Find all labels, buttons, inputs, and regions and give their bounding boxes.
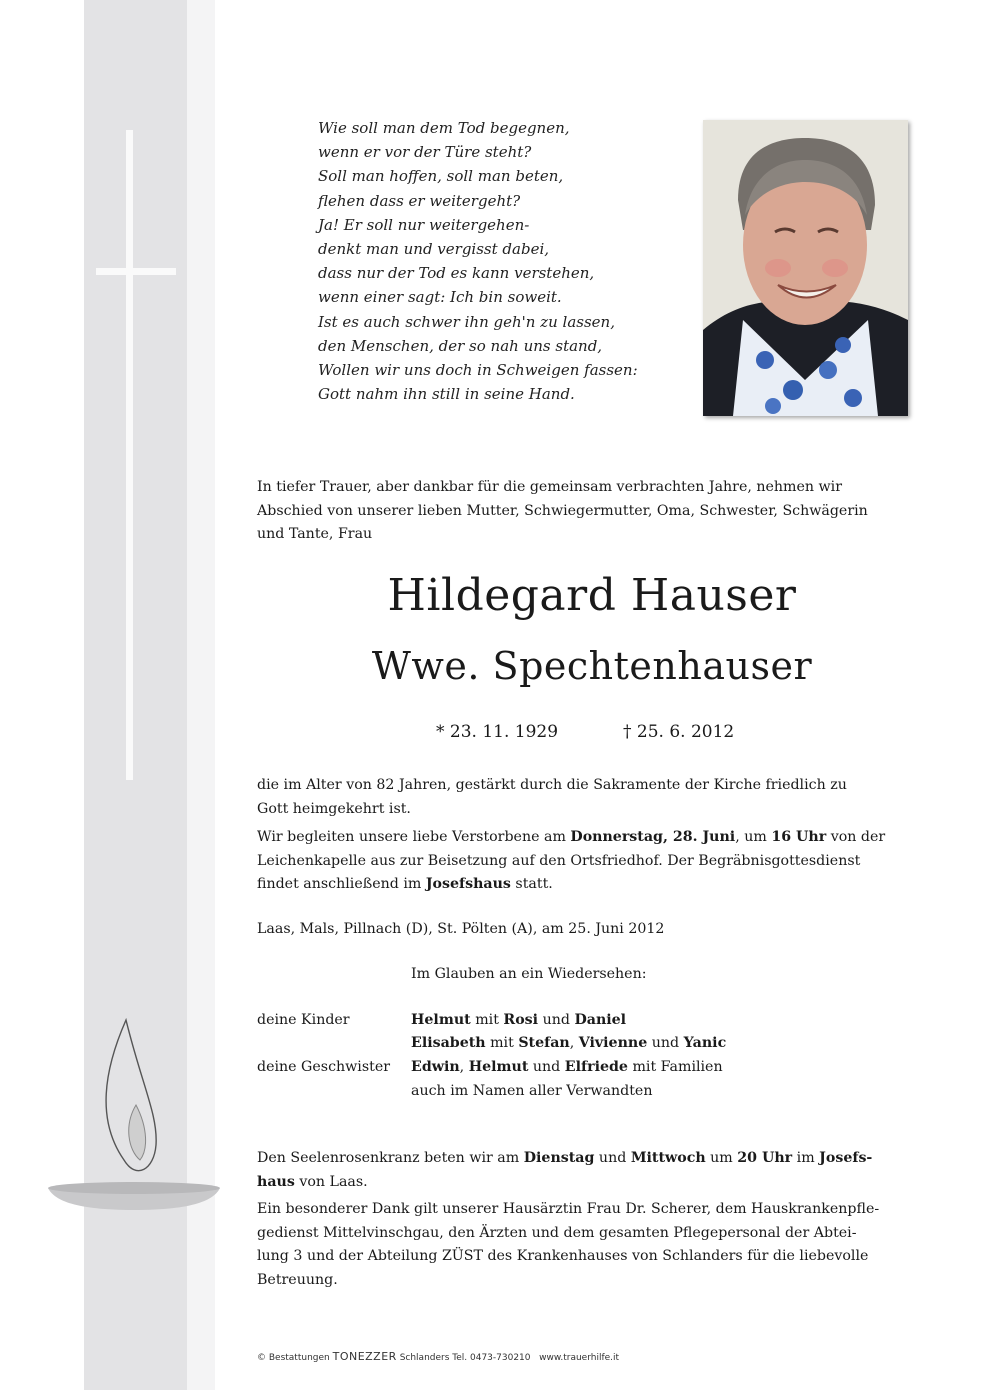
poem-line: Ja! Er soll nur weitergehen- — [318, 215, 530, 234]
poem-line: wenn einer sagt: Ich bin soweit. — [318, 288, 562, 307]
intro-paragraph — [257, 476, 917, 547]
rosary-paragraph — [257, 1147, 917, 1194]
location-date: Laas, Mals, Pillnach (D), St. Pölten (A), am 25. Juni 2012 — [257, 921, 665, 937]
footer — [257, 1350, 619, 1363]
rosary-place: Josefs- — [819, 1150, 873, 1166]
rosary-text: Den Seelenrosenkranz beten wir am — [257, 1150, 524, 1166]
poem-line: Wollen wir uns doch in Schweigen fassen: — [318, 361, 638, 380]
birth-date: * 23. 11. 1929 — [436, 722, 559, 742]
rosary-line — [257, 1147, 917, 1171]
age-line: die im Alter von 82 Jahren, gestärkt durch die Sakramente der Kirche friedlich zu — [257, 777, 847, 793]
thanks-line: lung 3 und der Abteilung ZÜST des Krankenhauses von Schlanders für die liebevolle — [257, 1248, 869, 1264]
family-text: mit Familien — [627, 1059, 723, 1075]
poem-line: den Menschen, der so nah uns stand, — [318, 336, 603, 355]
family-text: , — [569, 1035, 579, 1051]
poem-line: Wie soll man dem Tod begegnen, — [318, 119, 570, 137]
footer-prefix: © Bestattungen — [257, 1353, 333, 1363]
family-text: , — [459, 1059, 469, 1075]
poem-line: wenn er vor der Türe steht? — [318, 143, 532, 162]
kinder-line-2 — [411, 1032, 726, 1056]
poem-line: Gott nahm ihn still in seine Hand. — [318, 385, 575, 404]
kinder-line-1 — [411, 1009, 626, 1033]
family-text: und — [528, 1059, 565, 1075]
footer-phone: Schlanders Tel. 0473-730210 — [396, 1353, 531, 1363]
candle-lamp-icon — [44, 1010, 224, 1210]
family-text: mit — [470, 1012, 504, 1028]
rosary-day: Mittwoch — [630, 1150, 706, 1166]
thanks-line: Betreuung. — [257, 1271, 338, 1288]
deceased-married-name: Wwe. Spechtenhauser — [371, 644, 813, 688]
thanks-line: Ein besonderer Dank gilt unserer Hausärztin Frau Dr. Scherer, dem Hauskrankenpfle- — [257, 1201, 880, 1217]
geschwister-label: deine Geschwister — [257, 1059, 390, 1075]
portrait-photo — [703, 120, 908, 416]
family-member: Elfriede — [564, 1059, 628, 1075]
rosary-line — [257, 1171, 917, 1195]
age-line: Gott heimgekehrt ist. — [257, 800, 411, 817]
poem-line: Ist es auch schwer ihn geh'n zu lassen, — [318, 312, 615, 331]
family-member: Elisabeth — [411, 1035, 486, 1051]
funeral-line: Leichenkapelle aus zur Beisetzung auf den Ortsfriedhof. Der Begräbnisgottesdienst — [257, 852, 861, 869]
death-date: † 25. 6. 2012 — [623, 722, 735, 742]
funeral-text: , um — [735, 829, 772, 845]
family-member: Edwin — [411, 1059, 460, 1075]
intro-line: und Tante, Frau — [257, 526, 373, 542]
poem-line: dass nur der Tod es kann verstehen, — [318, 264, 595, 283]
poem — [318, 116, 678, 406]
poem-line: denkt man und vergisst dabei, — [318, 240, 550, 259]
deceased-name: Hildegard Hauser — [387, 570, 797, 621]
family-member: Helmut — [411, 1012, 471, 1028]
rosary-text: im — [792, 1150, 820, 1166]
family-member: Helmut — [468, 1059, 529, 1075]
funeral-paragraph — [257, 826, 917, 897]
geschwister-line — [411, 1056, 723, 1080]
thanks-paragraph — [257, 1198, 917, 1292]
rosary-time: 20 Uhr — [737, 1150, 793, 1166]
footer-url: www.trauerhilfe.it — [539, 1353, 620, 1363]
rosary-text: von Laas. — [294, 1173, 368, 1190]
funeral-time: 16 Uhr — [771, 829, 827, 845]
intro-line: In tiefer Trauer, aber dankbar für die gemeinsam verbrachten Jahre, nehmen wir — [257, 479, 843, 495]
funeral-text: Wir begleiten unsere liebe Verstorbene am — [257, 829, 571, 845]
funeral-text: statt. — [510, 876, 553, 892]
footer-brand: TONEZZER — [332, 1350, 397, 1363]
kinder-label: deine Kinder — [257, 1012, 350, 1028]
poem-line: flehen dass er weitergeht? — [318, 191, 521, 210]
rosary-place: haus — [257, 1173, 295, 1190]
poem-line: Soll man hoffen, soll man beten, — [318, 167, 564, 186]
glauben-line: Im Glauben an ein Wiedersehen: — [411, 966, 647, 982]
family-member: Stefan — [518, 1035, 570, 1051]
rosary-text: um — [705, 1150, 738, 1166]
funeral-day: Donnerstag, 28. Juni — [570, 829, 736, 845]
family-text: und — [538, 1012, 575, 1028]
funeral-text: von der — [826, 829, 886, 845]
verwandte-line: auch im Namen aller Verwandten — [411, 1083, 653, 1099]
rosary-text: und — [594, 1150, 631, 1166]
family-text: mit — [485, 1035, 519, 1051]
cross-icon — [96, 130, 176, 790]
funeral-line — [257, 873, 917, 897]
rosary-day: Dienstag — [523, 1150, 595, 1166]
family-member: Vivienne — [578, 1035, 648, 1051]
family-text: und — [647, 1035, 684, 1051]
funeral-line — [257, 826, 917, 850]
family-member: Yanic — [683, 1035, 727, 1051]
age-paragraph — [257, 774, 917, 821]
funeral-text: findet anschließend im — [257, 876, 426, 892]
intro-line: Abschied von unserer lieben Mutter, Schwiegermutter, Oma, Schwester, Schwägerin — [257, 502, 868, 519]
funeral-place: Josefshaus — [425, 876, 511, 892]
thanks-line: gedienst Mittelvinschgau, den Ärzten und dem gesamten Pflegepersonal der Abtei- — [257, 1224, 857, 1241]
family-member: Rosi — [503, 1012, 539, 1028]
family-member: Daniel — [574, 1012, 627, 1028]
